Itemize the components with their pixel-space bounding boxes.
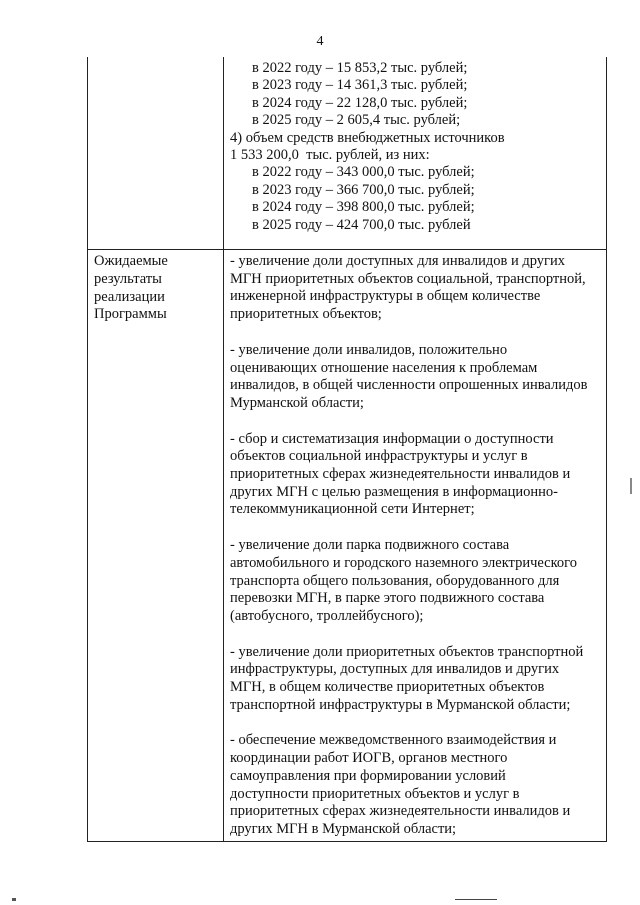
extrabudget-line-2024: в 2024 году – 398 800,0 тыс. рублей; (252, 199, 475, 216)
budget-line-2024: в 2024 году – 22 128,0 тыс. рублей; (252, 94, 468, 111)
result-item-interagency (230, 732, 605, 838)
extrabudget-line-2023: в 2023 году – 366 700,0 тыс. рублей; (252, 181, 475, 198)
result-line: телекоммуникационной сети Интернет; (230, 501, 475, 518)
funding-cell (230, 60, 605, 234)
scan-artifact (630, 478, 632, 494)
result-line: МГН приоритетных объектов социальной, транспортной, (230, 270, 586, 287)
results-label-line: реализации (94, 288, 165, 305)
page-number: 4 (316, 34, 324, 49)
result-line: - увеличение доли инвалидов, положительно (230, 341, 508, 358)
result-line: автомобильного и городского наземного электрического (230, 554, 577, 571)
result-line: (автобусного, троллейбусного); (230, 607, 424, 624)
result-item-transport-infrastructure (230, 644, 605, 715)
result-line: других МГН с целью размещения в информационно- (230, 483, 558, 500)
column-divider (223, 57, 224, 841)
result-item-information (230, 431, 605, 520)
result-line: приоритетных объектов; (230, 306, 382, 323)
scan-artifact (12, 898, 16, 901)
result-line: самоуправления при формировании условий (230, 767, 506, 784)
result-line: - увеличение доли доступных для инвалидов и других (230, 253, 565, 269)
result-line: транспортной инфраструктуры в Мурманской области; (230, 696, 571, 713)
result-line: объектов социальной инфраструктуры и услуг в (230, 448, 528, 465)
result-line: - обеспечение межведомственного взаимодействия и (230, 732, 557, 749)
result-line: Мурманской области; (230, 394, 364, 411)
results-label (94, 253, 219, 324)
result-line: - увеличение доли приоритетных объектов транспортной (230, 643, 584, 660)
result-item-vehicle-fleet (230, 537, 605, 626)
result-line: координации работ ИОГВ, органов местного (230, 750, 508, 767)
extrabudget-line-2025: в 2025 году – 424 700,0 тыс. рублей (252, 216, 471, 233)
result-line: инженерной инфраструктуры в общем количестве (230, 288, 541, 305)
result-line: - увеличение доли парка подвижного состава (230, 537, 510, 554)
results-label-line: Ожидаемые (94, 253, 168, 269)
scan-artifact (455, 899, 497, 900)
result-line: приоритетных сферах жизнедеятельности инвалидов и (230, 466, 571, 483)
extrabudget-total: 1 533 200,0 тыс. рублей, из них: (230, 147, 430, 164)
result-line: инфраструктуры, доступных для инвалидов и других (230, 661, 560, 678)
results-label-line: Программы (94, 306, 167, 323)
extrabudget-header: 4) объем средств внебюджетных источников (230, 129, 505, 146)
result-line: перевозки МГН, в парке этого подвижного состава (230, 590, 545, 607)
result-line: МГН, в общем количестве приоритетных объектов (230, 679, 545, 696)
result-line: доступности приоритетных объектов и услуг в (230, 785, 520, 802)
result-line: - сбор и систематизация информации о доступности (230, 430, 554, 447)
budget-line-2023: в 2023 году – 14 361,3 тыс. рублей; (252, 77, 468, 94)
result-line: других МГН в Мурманской области; (230, 820, 457, 837)
program-passport-table (87, 57, 607, 842)
budget-line-2022: в 2022 году – 15 853,2 тыс. рублей; (252, 60, 468, 76)
result-item-survey (230, 342, 605, 413)
result-line: оценивающих отношение населения к проблемам (230, 359, 538, 376)
budget-line-2025: в 2025 году – 2 605,4 тыс. рублей; (252, 112, 461, 129)
result-line: инвалидов, в общей численности опрошенных инвалидов (230, 377, 588, 394)
result-item-accessible-objects (230, 253, 605, 324)
result-line: приоритетных сферах жизнедеятельности инвалидов и (230, 803, 571, 820)
row-divider (88, 249, 606, 250)
extrabudget-line-2022: в 2022 году – 343 000,0 тыс. рублей; (252, 164, 475, 181)
results-label-line: результаты (94, 270, 162, 287)
result-line: транспорта общего пользования, оборудованного для (230, 572, 560, 589)
results-cell (230, 253, 605, 857)
